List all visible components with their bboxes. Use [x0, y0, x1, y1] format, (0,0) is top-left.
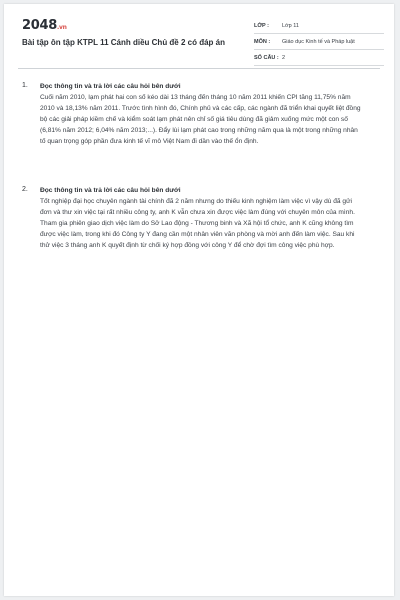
logo-suffix: .vn: [56, 24, 67, 31]
meta-row-count: [254, 50, 384, 66]
question-heading: Đọc thông tin và trả lời các câu hỏi bên dưới: [40, 83, 181, 90]
question-heading: Đọc thông tin và trả lời các câu hỏi bên dưới: [40, 187, 181, 194]
meta-key: LỚP :: [254, 22, 269, 29]
worksheet-page: [4, 4, 394, 596]
logo-text: 2048: [22, 18, 57, 33]
meta-value: Giáo dục Kinh tế và Pháp luật: [282, 38, 355, 45]
question-number: 2.: [22, 186, 28, 193]
meta-key: SỐ CÂU :: [254, 54, 279, 61]
question-number: 1.: [22, 82, 28, 89]
question-body: [40, 82, 362, 147]
meta-value: Lớp 11: [282, 22, 299, 29]
meta-value: 2: [282, 54, 286, 61]
page-title: Bài tập ôn tập KTPL 11 Cánh diều Chủ đề 2 có đáp án: [22, 38, 225, 47]
question-text: Cuối năm 2010, lạm phát hai con số kéo dài 13 tháng đến tháng 10 năm 2011 khiến CPI tăng 11,75% năm 2010 và 18,13% năm 2011. Trước tình hình đó, Chính phủ và các cấp, các ngành đã triển khai quyết liệt đồng bộ các giải pháp kiềm chế và kiểm soát lạm phát nên chỉ số giá tiêu dùng đã giảm xuống mức một con số (6,81% năm 2012; 6,04% năm 2013;...). Đẩy lùi lạm phát cao trong những năm qua là một trong những nhân tố quan trọng góp phần đưa kinh tế vĩ mô Việt Nam đi dần vào thế ổn định.: [40, 94, 361, 145]
question-text: Tốt nghiệp đại học chuyên ngành tài chính đã 2 năm nhưng do thiếu kinh nghiệm làm việc vì vậy dù đã gửi đơn và thư xin việc tại rất nhiều công ty, anh K vẫn chưa xin được việc làm đúng với chuyên môn của mình. Tham gia phiên giao dịch việc làm do Sở Lao động - Thương binh và Xã hội tổ chức, anh K cũng không tìm được việc làm, trong khi đó Công ty Y đang cần một nhân viên văn phòng và mời anh đến làm việc. Sau khi thử việc 3 tháng anh K quyết định từ chối ký hợp đồng với công Y để chờ đợi tìm công việc phù hợp.: [40, 198, 355, 249]
page-header: [4, 4, 394, 64]
question-2: [22, 186, 372, 281]
meta-key: MÔN :: [254, 38, 271, 45]
site-logo[interactable]: [22, 18, 67, 33]
question-1: [22, 82, 372, 177]
question-body: [40, 186, 362, 251]
header-divider: [18, 68, 380, 69]
meta-table: [254, 18, 384, 66]
meta-row-grade: [254, 18, 384, 34]
meta-row-subject: [254, 34, 384, 50]
